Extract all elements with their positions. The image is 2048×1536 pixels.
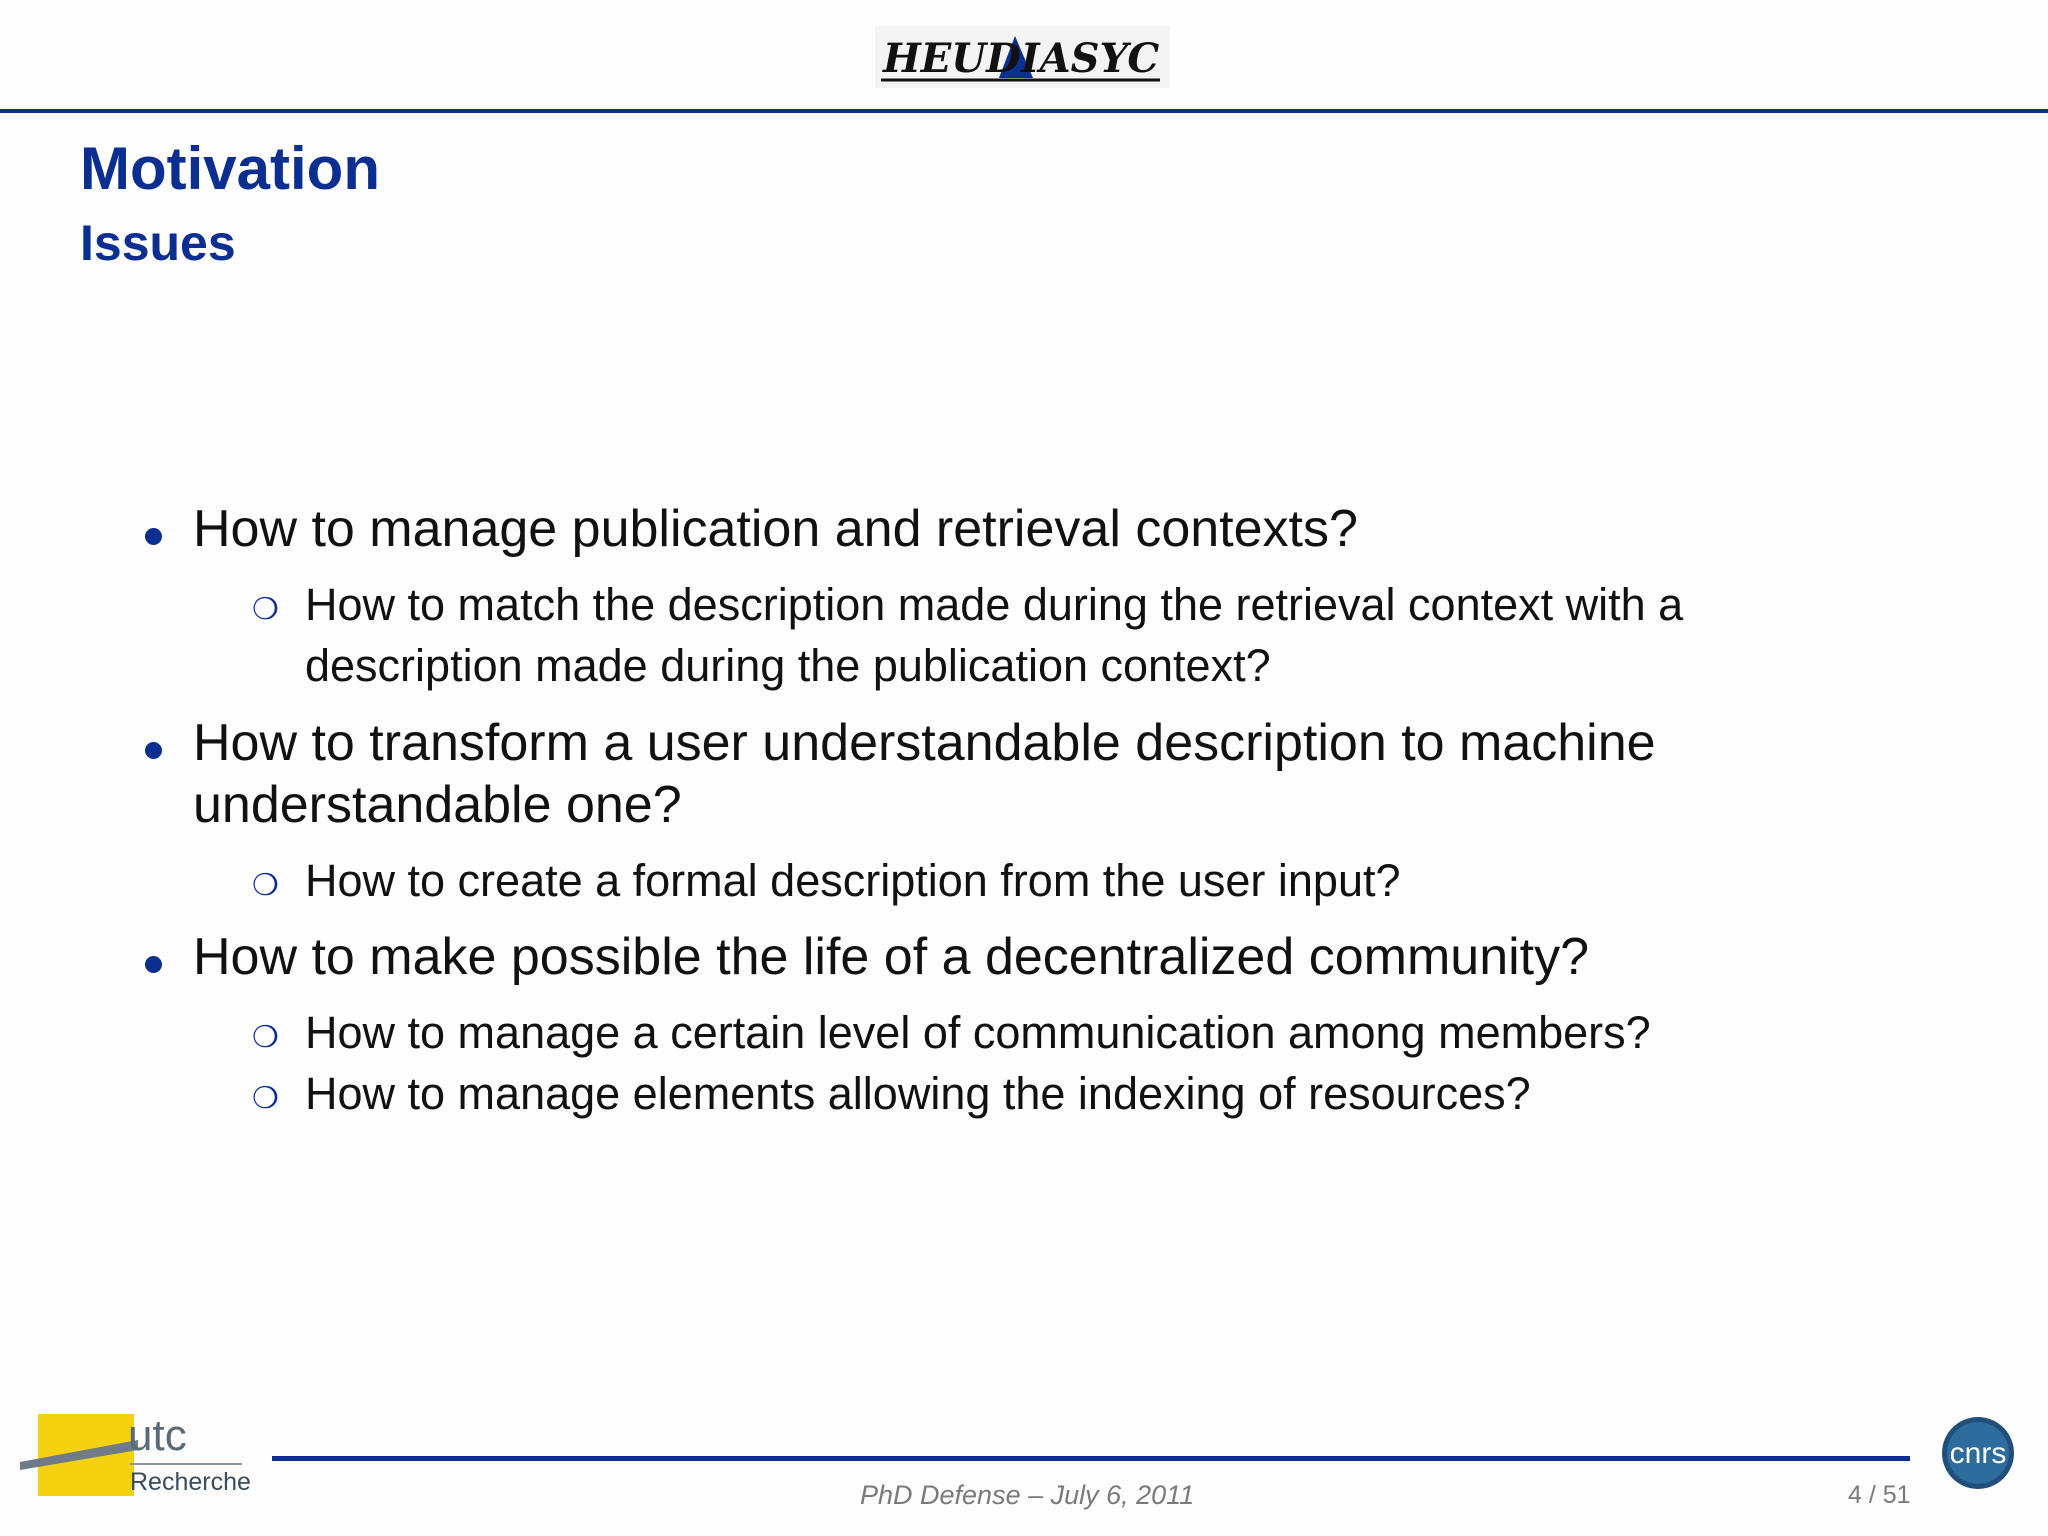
utc-logo-name: utc [128,1411,187,1460]
sub-item-1-1-line-1: How to match the description made during the retrieval context with a [305,579,1684,630]
footer-presentation-info: PhD Defense – July 6, 2011 [860,1480,1195,1510]
utc-logo-subtitle: Recherche [130,1468,251,1496]
sub-item-3-2-line-1: How to manage elements allowing the indexing of resources? [305,1068,1531,1119]
hollow-bullet-icon: ❍ [252,868,279,903]
slide-subtitle: Issues [80,215,236,271]
footer-divider [272,1456,1910,1461]
bullet-item-1-line-1: How to manage publication and retrieval contexts? [193,500,1358,558]
hollow-bullet-icon: ❍ [252,1081,279,1116]
sub-item-3-1-line-1: How to manage a certain level of communication among members? [305,1007,1651,1058]
page-number: 4 / 51 [1848,1481,1911,1509]
bullet-dot-icon [145,956,162,973]
bullet-item-2-line-2: understandable one? [193,776,682,834]
bullet-dot-icon [145,742,162,759]
bullet-item-2-line-1: How to transform a user understandable description to machine [193,714,1656,772]
utc-logo-divider [130,1463,242,1465]
sub-item-2-1-line-1: How to create a formal description from the user input? [305,855,1401,906]
hollow-bullet-icon: ❍ [252,1020,279,1055]
cnrs-logo-icon [1941,1416,2015,1490]
bullet-item-3-line-1: How to make possible the life of a decentralized community? [193,928,1590,986]
slide-title: Motivation [80,135,380,202]
cnrs-logo-text: cnrs [1949,1437,2007,1470]
heudiasyc-logo-text: HEUDIASYC [883,35,1160,82]
hollow-bullet-icon: ❍ [252,592,279,627]
sub-item-1-1-line-2: description made during the publication context? [305,640,1271,691]
bullet-dot-icon [145,528,162,545]
